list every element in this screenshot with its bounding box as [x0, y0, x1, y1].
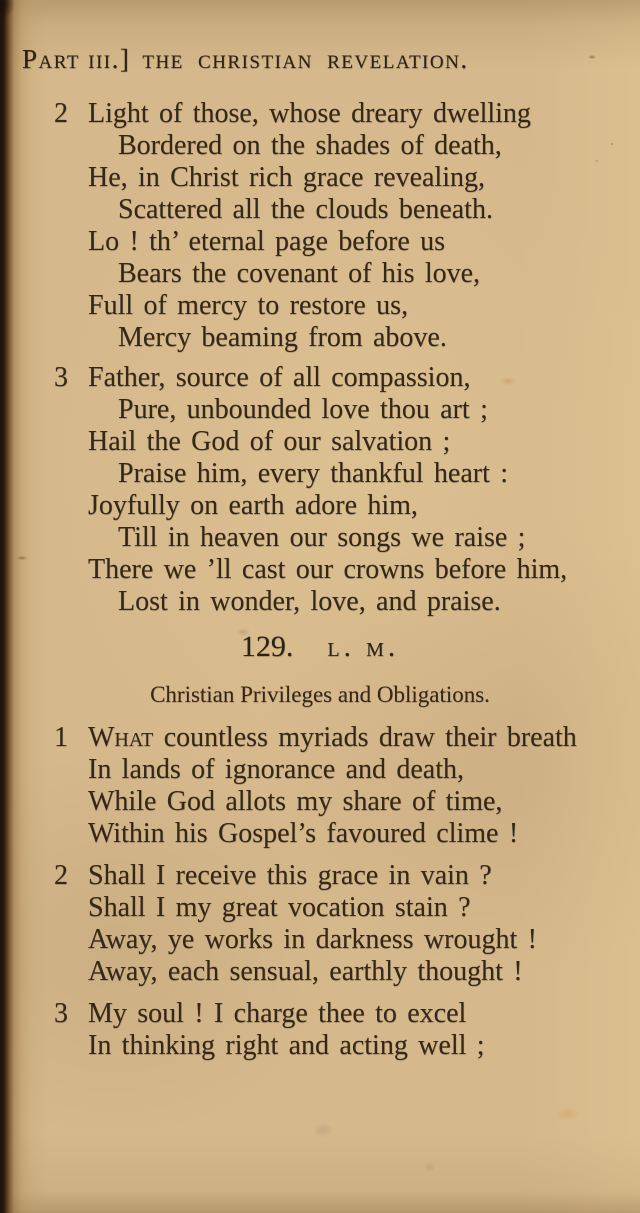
verse-line: Full of mercy to restore us, [88, 290, 409, 321]
verse-line: There we ’ll cast our crowns before him, [88, 554, 568, 585]
verse-line: Hail the God of our salvation ; [88, 426, 451, 457]
part-label: Part iii.] [22, 44, 131, 74]
verse-line: Lo ! th’ eternal page before us [88, 226, 446, 257]
verse-line: Away, each sensual, earthly thought ! [88, 956, 523, 987]
verse-line: Away, ye works in darkness wrought ! [88, 924, 537, 955]
verse-number: 3 [54, 362, 68, 393]
running-header [22, 44, 582, 75]
verse-line: While God allots my share of time, [88, 786, 503, 817]
hymn-meter: l. m. [327, 631, 400, 663]
verse-line [88, 722, 628, 754]
verse-number: 2 [54, 860, 68, 891]
verse-line: Mercy beaming from above. [118, 322, 447, 353]
verse-line: Bordered on the shades of death, [118, 130, 502, 161]
stanza-3 [54, 998, 628, 1062]
verse-line-rest: countless myriads draw their breath [163, 722, 577, 753]
section-title: the christian revelation. [142, 44, 469, 74]
hymn-number: 129. [240, 630, 294, 663]
hymn-heading [10, 630, 630, 664]
verse-line: Praise him, every thankful heart : [118, 458, 509, 489]
hymn-subtitle: Christian Privileges and Obligations. [150, 682, 490, 707]
verse-line: Shall I my great vocation stain ? [88, 892, 471, 923]
stanza-3 [54, 362, 628, 618]
verse-line: Shall I receive this grace in vain ? [88, 860, 492, 891]
verse-line: He, in Christ rich grace revealing, [88, 162, 485, 193]
verse-line: In lands of ignorance and death, [88, 754, 465, 785]
verse-line: Father, source of all compassion, [88, 362, 471, 393]
verse-line: Within his Gospel’s favoured clime ! [88, 818, 519, 849]
verse-line: Bears the covenant of his love, [118, 258, 481, 289]
verse-line: Pure, unbounded love thou art ; [118, 394, 488, 425]
verse-line: Light of those, whose dreary dwelling [88, 98, 531, 129]
verse-line: Till in heaven our songs we raise ; [118, 522, 526, 553]
verse-number: 2 [54, 98, 68, 129]
verse-line: In thinking right and acting well ; [88, 1030, 485, 1061]
verse-line: Joyfully on earth adore him, [88, 490, 418, 521]
stanza-2 [54, 860, 628, 988]
verse-line: Scattered all the clouds beneath. [118, 194, 493, 225]
lead-word: What [88, 722, 154, 753]
verse-number: 3 [54, 998, 68, 1029]
verse-number: 1 [54, 722, 68, 753]
stanza-1 [54, 722, 628, 850]
verse-line: My soul ! I charge thee to excel [88, 998, 467, 1029]
stanza-2 [54, 98, 628, 354]
verse-line: Lost in wonder, love, and praise. [118, 586, 501, 617]
